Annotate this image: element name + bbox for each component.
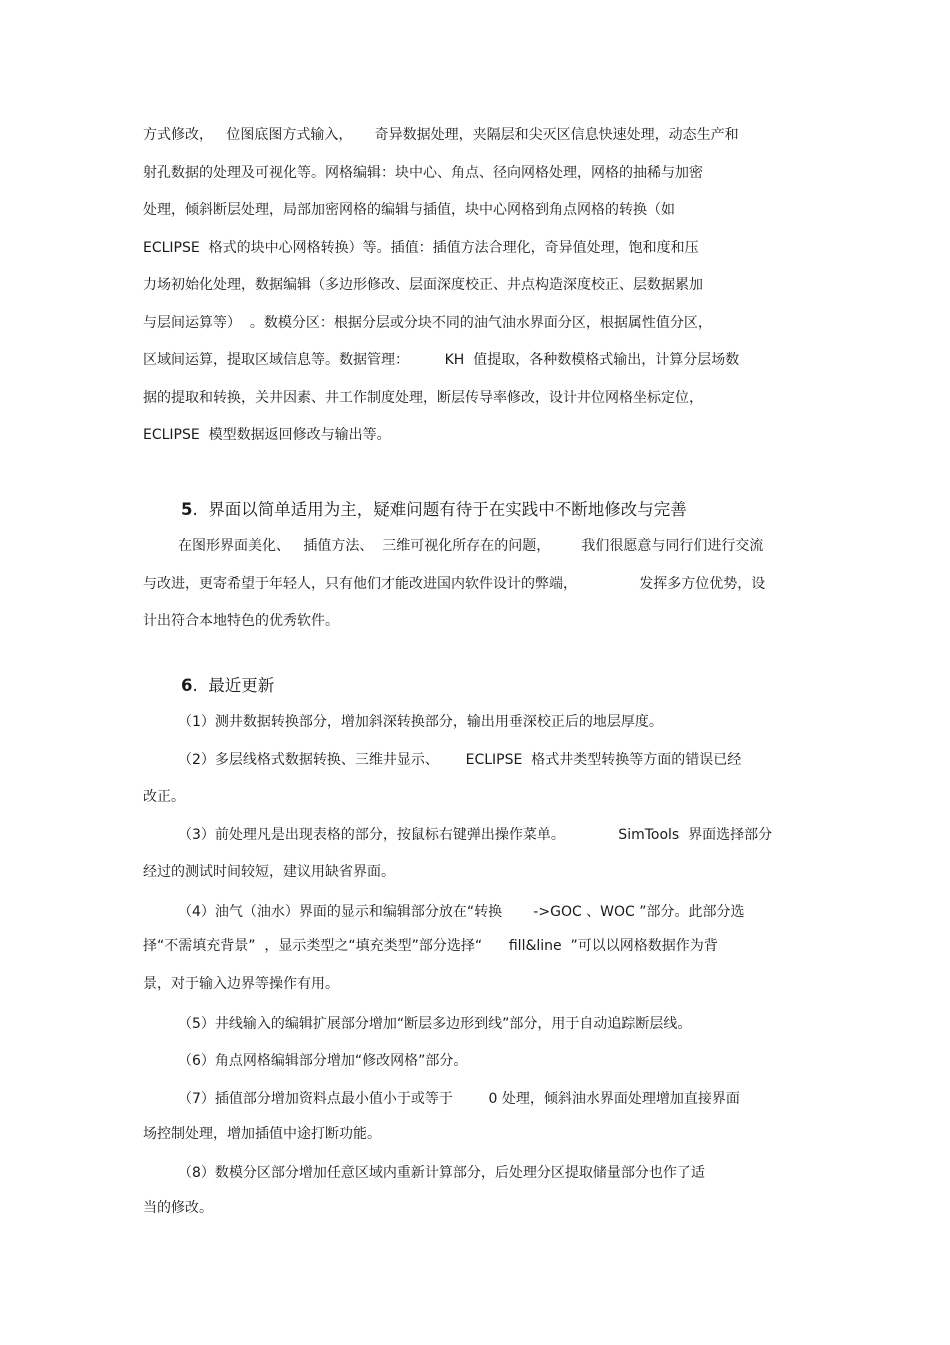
list-item: （6）角点网格编辑部分增加“修改网格”部分。 (178, 1053, 468, 1069)
list-item-continuation: 景，对于输入边界等操作有用。 (143, 976, 339, 992)
paragraph-line: ECLIPSE 模型数据返回修改与输出等。 (143, 427, 391, 443)
list-item-continuation: 当的修改。 (143, 1200, 213, 1216)
list-item-continuation: 改正。 (143, 789, 185, 805)
list-item-continuation: 经过的测试时间较短，建议用缺省界面。 (143, 864, 395, 880)
list-item: （2）多层线格式数据转换、三维井显示、 ECLIPSE 格式井类型转换等方面的错误已经 (178, 752, 742, 768)
paragraph-line: 计出符合本地特色的优秀软件。 (143, 613, 339, 629)
paragraph-line: 在图形界面美化、 插值方法、 三维可视化所存在的问题， 我们很愿意与同行们进行交流 (178, 538, 764, 554)
section-title: . 最近更新 (192, 676, 275, 695)
list-item: （1）测井数据转换部分，增加斜深转换部分，输出用垂深校正后的地层厚度。 (178, 714, 663, 730)
paragraph-line: 与改进，更寄希望于年轻人，只有他们才能改进国内软件设计的弊端， 发挥多方位优势，设 (143, 576, 766, 592)
paragraph-line: 射孔数据的处理及可视化等。网格编辑：块中心、角点、径向网格处理，网格的抽稀与加密 (143, 165, 703, 181)
paragraph-line: 力场初始化处理，数据编辑（多边形修改、层面深度校正、井点构造深度校正、层数据累加 (143, 277, 703, 293)
section-number: 6 (181, 676, 193, 695)
section-number: 5 (181, 500, 193, 519)
list-item: （8）数模分区部分增加任意区域内重新计算部分，后处理分区提取储量部分也作了适 (178, 1165, 705, 1181)
section-5-heading (181, 500, 687, 520)
list-item-continuation: 场控制处理，增加插值中途打断功能。 (143, 1126, 381, 1142)
paragraph-line: 据的提取和转换，关井因素、井工作制度处理，断层传导率修改，设计井位网格坐标定位， (143, 390, 703, 406)
list-item-continuation: 择“不需填充背景” ，显示类型之“填充类型”部分选择“ fill&line ”可以以网格数据作为背 (143, 938, 718, 954)
list-item: （7）插值部分增加资料点最小值小于或等于 0 处理，倾斜油水界面处理增加直接界面 (178, 1091, 740, 1107)
paragraph-line: 方式修改， 位图底图方式输入， 奇异数据处理，夹隔层和尖灭区信息快速处理，动态生产和 (143, 127, 739, 143)
section-6-heading (181, 676, 274, 696)
list-item: （5）井线输入的编辑扩展部分增加“断层多边形到线”部分，用于自动追踪断层线。 (178, 1016, 692, 1032)
paragraph-line: ECLIPSE 格式的块中心网格转换）等。插值：插值方法合理化，奇异值处理，饱和度和压 (143, 240, 699, 256)
list-item: （3）前处理凡是出现表格的部分，按鼠标右键弹出操作菜单。 SimTools 界面选择部分 (178, 827, 773, 843)
paragraph-line: 与层间运算等） 。数模分区：根据分层或分块不同的油气油水界面分区，根据属性值分区， (143, 315, 712, 331)
section-title: . 界面以简单适用为主，疑难问题有待于在实践中不断地修改与完善 (192, 500, 687, 519)
paragraph-line: 处理，倾斜断层处理，局部加密网格的编辑与插值，块中心网格到角点网格的转换（如 (143, 202, 675, 218)
paragraph-line: 区域间运算，提取区域信息等。数据管理： KH 值提取，各种数模格式输出，计算分层场数 (143, 352, 740, 368)
list-item: （4）油气（油水）界面的显示和编辑部分放在“转换 ->GOC 、WOC ”部分。此部分选 (178, 904, 745, 920)
